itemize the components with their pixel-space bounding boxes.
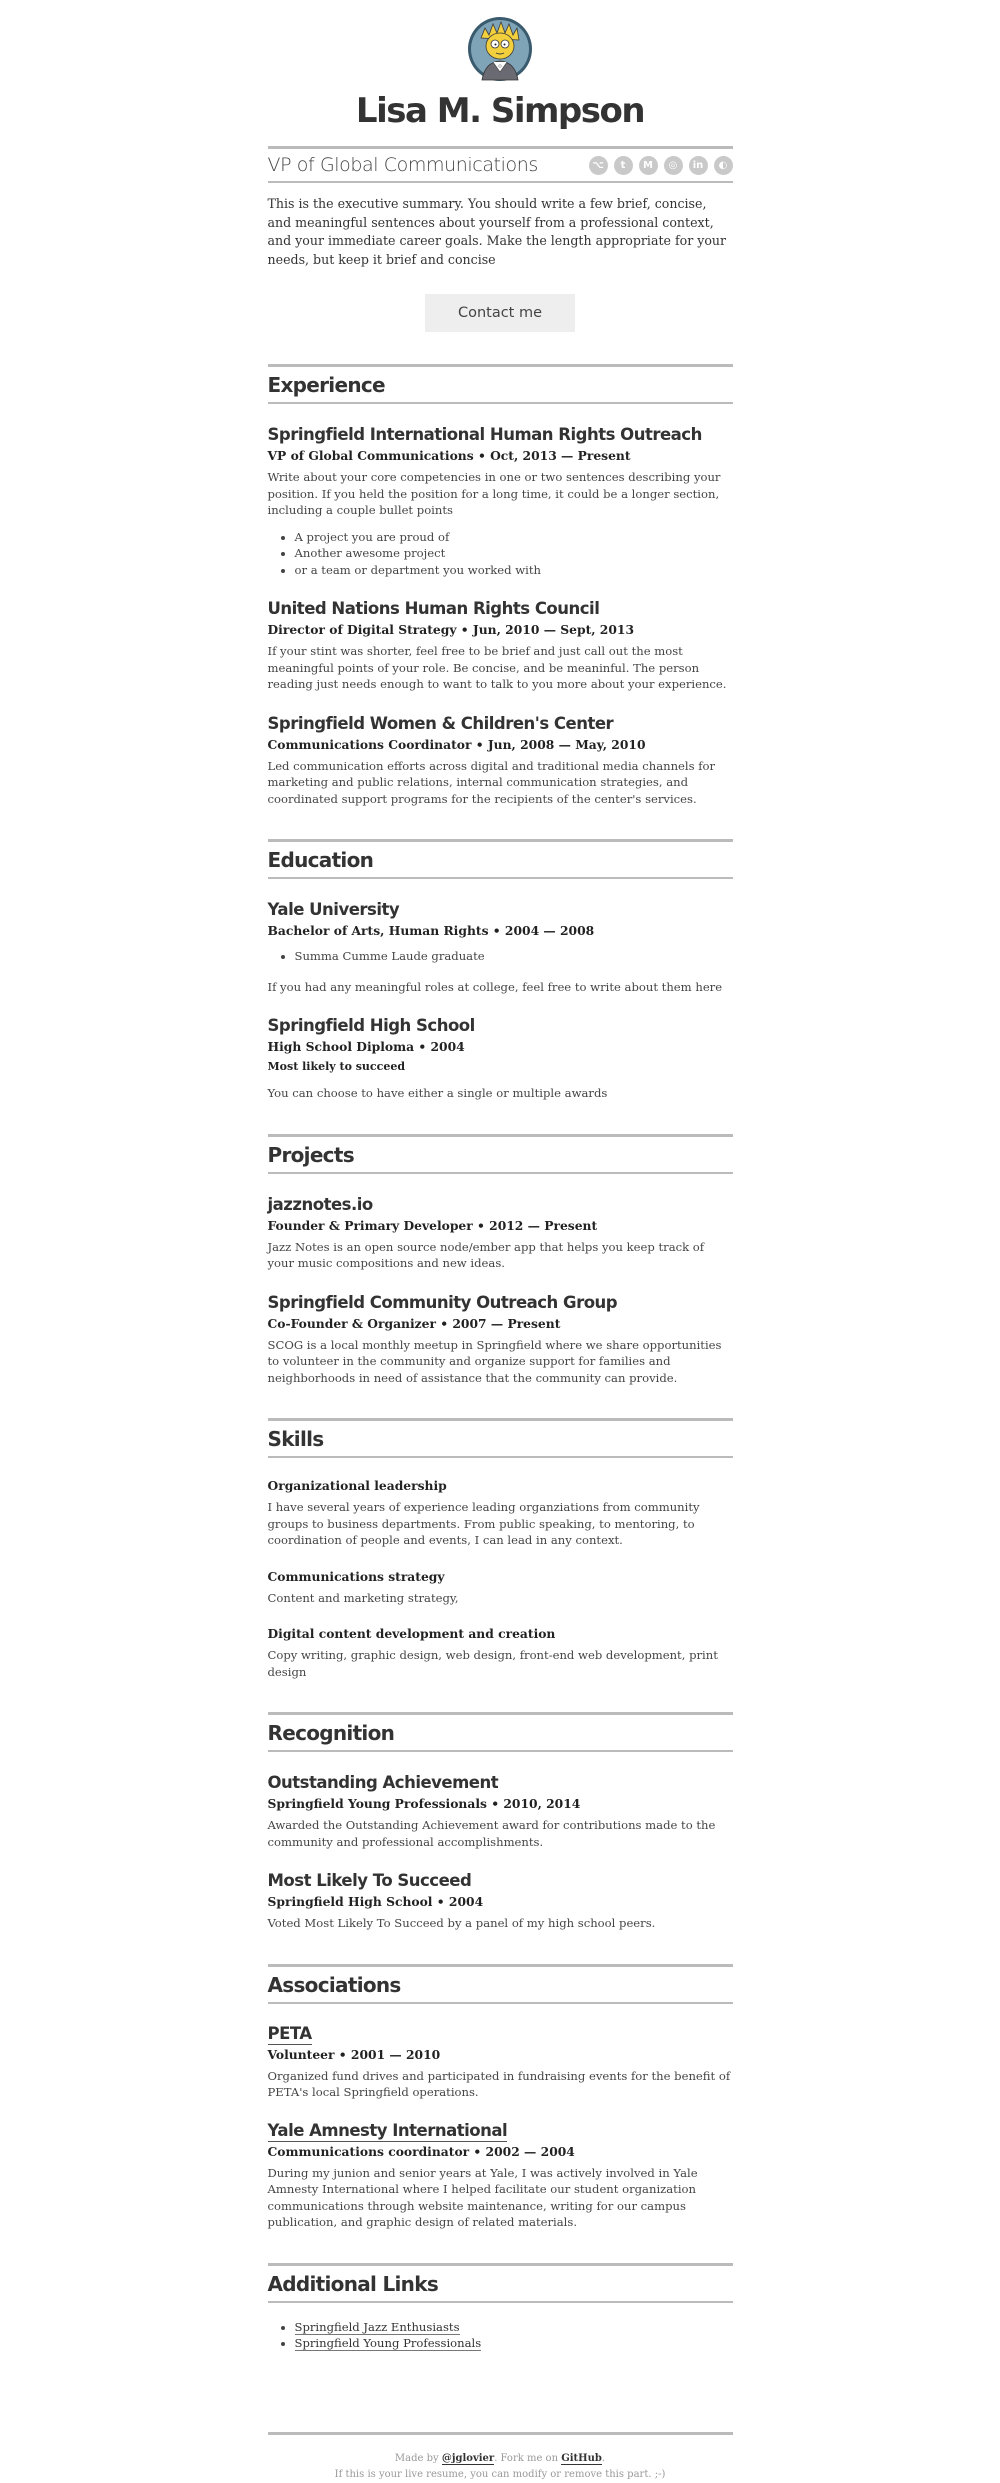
- section-heading: Projects: [268, 1134, 733, 1174]
- associations-section: [268, 1964, 733, 2231]
- footer-made-by: Made by: [394, 2452, 439, 2464]
- entry-description: Voted Most Likely To Succeed by a panel of my high school peers.: [267, 1916, 656, 1931]
- association-link[interactable]: Yale Amnesty International: [267, 2120, 508, 2140]
- contact-me-button[interactable]: Contact me: [425, 294, 575, 332]
- footer-note: If this is your live resume, you can modify or remove this part. ;-): [334, 2468, 666, 2480]
- skill-name: Organizational leadership: [267, 1478, 447, 1494]
- skills-section: [268, 1418, 733, 1680]
- github-icon[interactable]: ⌥: [589, 156, 608, 175]
- entry-org: jazznotes.io: [267, 1194, 373, 1214]
- skill-name: Digital content development and creation: [267, 1626, 556, 1642]
- entry-meta: VP of Global Communications • Oct, 2013 — Present: [267, 448, 631, 464]
- section-heading: Skills: [268, 1418, 733, 1458]
- experience-section: [268, 364, 733, 807]
- entry-meta: Volunteer • 2001 — 2010: [267, 2046, 441, 2062]
- entry-description: If your stint was shorter, feel free to be brief and just call out the most meaningful points of your role. Be concise, and be meaninful. The person reading just needs enough to want to talk to you more about your experience.: [267, 644, 727, 692]
- section-heading: Education: [268, 839, 733, 879]
- entry-org: United Nations Human Rights Council: [267, 599, 600, 619]
- entry-meta: Director of Digital Strategy • Jun, 2010 — Sept, 2013: [267, 622, 635, 638]
- footer-fork-text: . Fork me on: [494, 2452, 559, 2464]
- globe-icon[interactable]: ◐: [714, 156, 733, 175]
- executive-summary: This is the executive summary. You should write a few brief, concise, and meaningful sentences about yourself from a professional context, and your immediate career goals. Make the length appropriate for your needs, but keep it brief and concise: [267, 196, 727, 267]
- list-item: [295, 2335, 733, 2352]
- twitter-icon[interactable]: t: [614, 156, 633, 175]
- entry-org: Springfield High School: [267, 1016, 475, 1036]
- list-item: • Another awesome project: [295, 545, 733, 562]
- author-link[interactable]: @jglovier: [441, 2452, 495, 2464]
- entry-description: Organized fund drives and participated in fundraising events for the benefit of PETA's local Springfield operations.: [267, 2068, 731, 2100]
- project-entry: [268, 1194, 733, 1272]
- association-entry: [268, 2024, 733, 2101]
- entry-org: Springfield Community Outreach Group: [267, 1292, 618, 1312]
- footer-period: .: [601, 2452, 606, 2464]
- recognition-entry: [268, 1870, 733, 1932]
- education-section: [268, 839, 733, 1102]
- entry-meta: Bachelor of Arts, Human Rights • 2004 — 2008: [267, 923, 595, 939]
- social-links: [589, 156, 733, 175]
- footer: [268, 2432, 733, 2483]
- title-bar: [268, 146, 733, 183]
- entry-meta: Communications coordinator • 2002 — 2004: [267, 2143, 575, 2159]
- entry-description: If you had any meaningful roles at college, feel free to write about them here: [267, 979, 723, 994]
- links-section: [268, 2263, 733, 2352]
- skill-name: Communications strategy: [267, 1568, 445, 1584]
- experience-entry: [268, 598, 733, 693]
- section-heading: Additional Links: [268, 2263, 733, 2303]
- entry-meta: Springfield Young Professionals • 2010, 2014: [267, 1796, 581, 1812]
- entry-meta: Founder & Primary Developer • 2012 — Present: [267, 1217, 598, 1233]
- entry-org: Springfield Women & Children's Center: [267, 713, 614, 733]
- list-item: [295, 2319, 733, 2336]
- resume-header: [268, 0, 733, 132]
- section-heading: Experience: [268, 364, 733, 404]
- link-young-professionals[interactable]: Springfield Young Professionals: [294, 2336, 482, 2351]
- association-entry: [268, 2121, 733, 2231]
- skill-entry: [268, 1626, 733, 1680]
- entry-description: You can choose to have either a single or multiple awards: [267, 1086, 608, 1101]
- skill-entry: [268, 1478, 733, 1549]
- entry-meta: Springfield High School • 2004: [267, 1894, 484, 1910]
- entry-meta: High School Diploma • 2004: [267, 1039, 465, 1055]
- entry-bullets: [295, 948, 733, 965]
- footer-credit: [268, 2451, 733, 2467]
- project-entry: [268, 1292, 733, 1387]
- list-item: • Summa Cumme Laude graduate: [295, 948, 733, 965]
- entry-org: Yale University: [267, 900, 400, 920]
- entry-description: Write about your core competencies in one or two sentences describing your position. If you held the position for a long time, it could be a longer section, including a couple bullet points: [267, 470, 721, 518]
- resume-page: [268, 0, 733, 2483]
- entry-award: Most likely to succeed: [267, 1060, 406, 1074]
- education-entry: [268, 1015, 733, 1102]
- entry-description: Content and marketing strategy,: [267, 1590, 459, 1605]
- entry-org: Outstanding Achievement: [267, 1773, 499, 1793]
- entry-bullets: [295, 529, 733, 579]
- dribbble-icon[interactable]: ◎: [664, 156, 683, 175]
- entry-description: Jazz Notes is an open source node/ember app that helps you keep track of your music compositions and new ideas.: [267, 1239, 705, 1271]
- entry-description: I have several years of experience leading organziations from community groups to business departments. From public speaking, to mentoring, to coordination of people and events, I can lead in any context.: [267, 1500, 700, 1548]
- experience-entry: [268, 424, 733, 578]
- experience-entry: [268, 713, 733, 808]
- education-entry: [268, 899, 733, 995]
- linkedin-icon[interactable]: in: [689, 156, 708, 175]
- recognition-section: [268, 1712, 733, 1932]
- projects-section: [268, 1134, 733, 1387]
- section-heading: Associations: [268, 1964, 733, 2004]
- entry-description: Led communication efforts across digital and traditional media channels for marketing and public relations, internal communication strategies, and coordinated support programs for the recipients of the center's services.: [267, 758, 716, 806]
- entry-description: Awarded the Outstanding Achievement award for contributions made to the community and professional accomplishments.: [267, 1818, 716, 1849]
- entry-description: Copy writing, graphic design, web design, front-end web development, print design: [267, 1648, 718, 1679]
- link-jazz-enthusiasts[interactable]: Springfield Jazz Enthusiasts: [294, 2319, 460, 2334]
- links-list: [295, 2319, 733, 2352]
- entry-description: SCOG is a local monthly meetup in Springfield where we share opportunities to volunteer in the community and organize support for families and neighborhoods in need of assistance that the community can provide.: [267, 1337, 722, 1385]
- entry-description: During my junion and senior years at Yale, I was actively involved in Yale Amnesty International where I helped facilitate our student organization communications through website maintenance, writing for our campus publication, and graphic design of related materials.: [267, 2165, 698, 2230]
- list-item: • A project you are proud of: [295, 529, 733, 546]
- github-link[interactable]: GitHub: [561, 2452, 602, 2464]
- recognition-entry: [268, 1772, 733, 1850]
- entry-meta: Co-Founder & Organizer • 2007 — Present: [267, 1315, 561, 1331]
- job-title: VP of Global Communications: [267, 154, 538, 176]
- section-heading: Recognition: [268, 1712, 733, 1752]
- entry-org: Springfield International Human Rights Outreach: [267, 425, 702, 445]
- association-link[interactable]: PETA: [267, 2023, 312, 2043]
- entry-org: Most Likely To Succeed: [267, 1871, 472, 1891]
- avatar: [467, 16, 533, 82]
- list-item: • or a team or department you worked with: [295, 562, 733, 579]
- skill-entry: [268, 1569, 733, 1607]
- medium-icon[interactable]: M: [639, 156, 658, 175]
- person-name: Lisa M. Simpson: [355, 91, 645, 131]
- entry-meta: Communications Coordinator • Jun, 2008 — May, 2010: [267, 736, 646, 752]
